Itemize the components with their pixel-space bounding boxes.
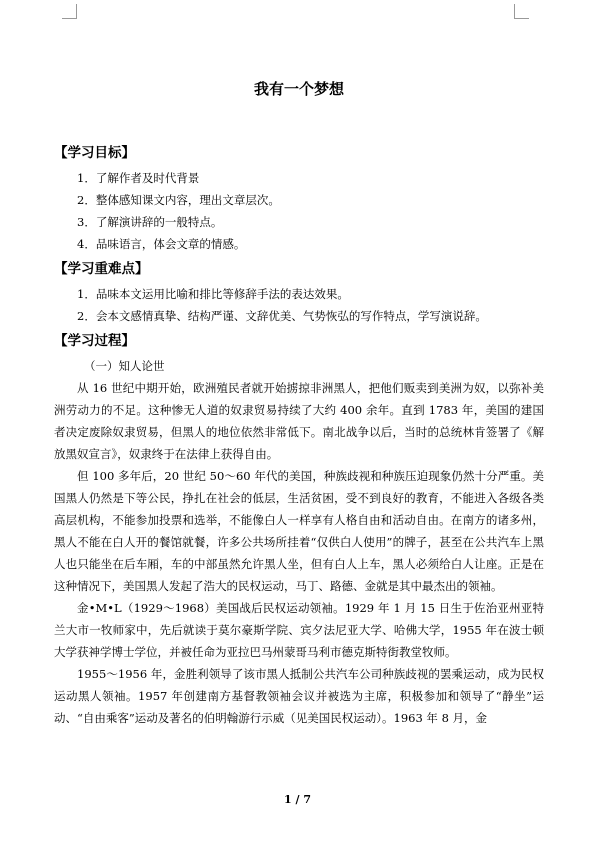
section-heading-key-points: 【学习重难点】 bbox=[54, 261, 149, 277]
key-point-item: 1．品味本文运用比喻和排比等修辞手法的表达效果。 bbox=[77, 287, 349, 301]
crop-mark-top-right bbox=[514, 4, 529, 19]
key-point-item: 2．会本文感情真挚、结构严谨、文辞优美、气势恢弘的写作特点，学写演说辞。 bbox=[77, 309, 487, 323]
goal-item: 1．了解作者及时代背景 bbox=[77, 171, 200, 185]
subsection-heading: （一）知人论世 bbox=[84, 359, 165, 373]
body-paragraph: 1955～1956 年，金胜利领导了该市黑人抵制公共汽车公司种族歧视的罢乘运动，成为民权运动黑人领袖。1957 年创建南方基督教领袖会议并被选为主席，积极参加和领导了“静坐”运动、“自由乘客”运动及著名的伯明翰游行示威（见美国民权运动）。1963 年 8 月，金 bbox=[54, 667, 544, 725]
crop-mark-top-left bbox=[62, 4, 77, 19]
document-page bbox=[54, 70, 544, 729]
goal-item: 3．了解演讲辞的一般特点。 bbox=[77, 215, 223, 229]
page-title: 我有一个梦想 bbox=[253, 80, 344, 98]
section-heading-process: 【学习过程】 bbox=[54, 333, 135, 349]
section-heading-goals: 【学习目标】 bbox=[54, 145, 135, 161]
body-paragraph: 但 100 多年后，20 世纪 50～60 年代的美国，种族歧视和种族压迫现象仍然十分严重。美国黑人仍然是下等公民，挣扎在社会的低层，生活贫困，受不到良好的教育，不能进入各级各类高层机构，不能参加投票和选举，不能像白人一样享有人格自由和活动自由。在南方的诸多州，黑人不能在白人开的餐馆就餐，许多公共场所挂着“仅供白人使用”的牌子，甚至在公共汽车上黑人也只能坐在后车厢，车的中部虽然允许黑人坐，但有白人上车，黑人必须给白人让座。正是在这种情况下，美国黑人发起了浩大的民权运动，马丁、路德、金就是其中最杰出的领袖。 bbox=[54, 469, 544, 593]
body-paragraph: 从 16 世纪中期开始，欧洲殖民者就开始掳掠非洲黑人，把他们贩卖到美洲为奴，以弥补美洲劳动力的不足。这种惨无人道的奴隶贸易持续了大约 400 余年。直到 1783 年，美国的建国者决定废除奴隶贸易，但黑人的地位依然非常低下。南北战争以后，当时的总统林肯签署了《解放黑奴宣言》，奴隶终于在法律上获得自由。 bbox=[54, 381, 544, 461]
body-paragraph: 金•M•L（1929～1968）美国战后民权运动领袖。1929 年 1 月 15 日生于佐治亚州亚特兰大市一牧师家中，先后就读于莫尔豪斯学院、宾夕法尼亚大学、哈佛大学，1955 年在波士顿大学获神学博士学位，并被任命为亚拉巴马州蒙哥马利市德克斯特街教堂牧师。 bbox=[54, 601, 544, 659]
goal-item: 4．品味语言，体会文章的情感。 bbox=[77, 237, 246, 251]
page-number: 1 / 7 bbox=[284, 793, 311, 806]
goal-item: 2．整体感知课文内容，理出文章层次。 bbox=[77, 193, 280, 207]
